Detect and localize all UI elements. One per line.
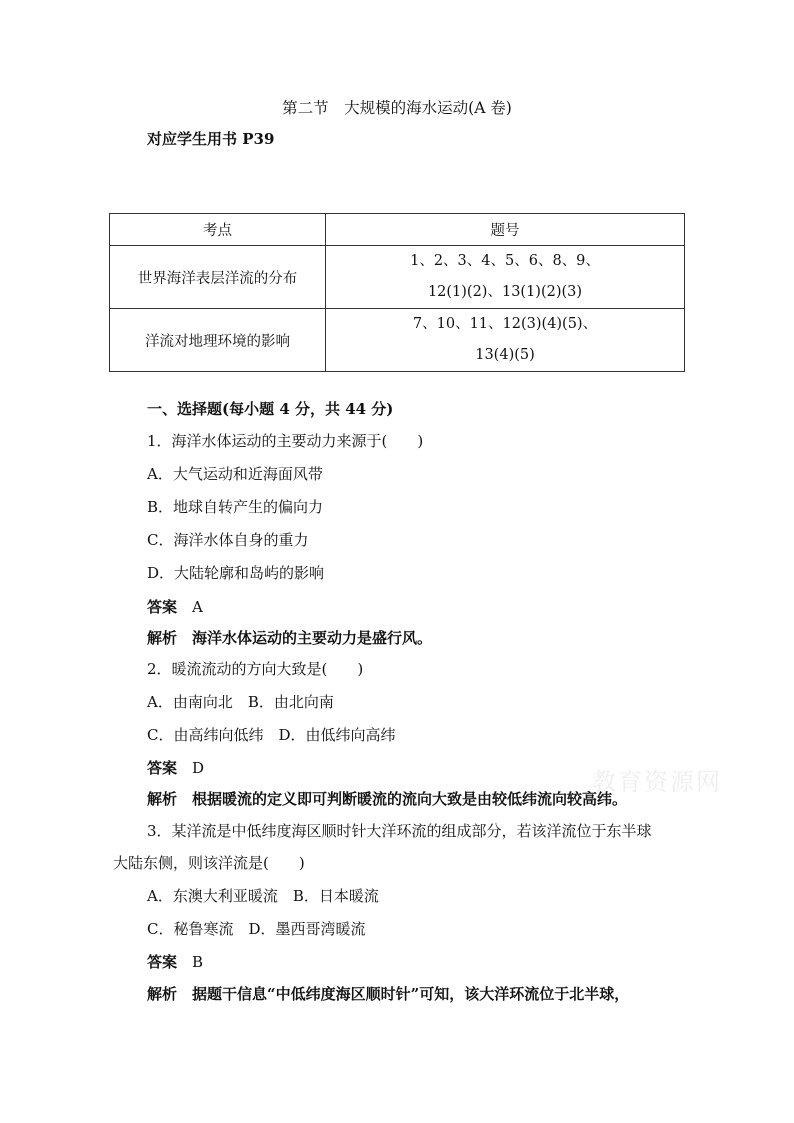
book-reference: 对应学生用书 P39 <box>147 130 275 148</box>
analysis-line <box>147 627 432 648</box>
question-stem: 1．海洋水体运动的主要动力来源于( ) <box>147 432 424 450</box>
numbers-line: 1、2、3、4、5、6、8、9、 <box>410 253 600 269</box>
answer-label: 答案 <box>147 953 178 971</box>
table-row <box>110 309 685 372</box>
section-heading: 一、选择题(每小题 4 分，共 44 分) <box>147 400 394 418</box>
table-cell-topic: 世界海洋表层洋流的分布 <box>110 246 326 309</box>
table-cell-numbers <box>326 246 685 309</box>
option-ab: A．由南向北 B．由北向南 <box>147 693 334 711</box>
table-header-row <box>110 214 685 246</box>
table-cell-topic: 洋流对地理环境的影响 <box>110 309 326 372</box>
answer-label: 答案 <box>147 598 178 616</box>
answer-value: A <box>192 598 203 616</box>
option-d: D．大陆轮廓和岛屿的影响 <box>147 564 325 582</box>
option-cd: C．由高纬向低纬 D．由低纬向高纬 <box>147 726 396 744</box>
answer-value: D <box>192 759 205 777</box>
option-cd: C．秘鲁寒流 D．墨西哥湾暖流 <box>147 920 366 938</box>
table-header-numbers: 题号 <box>326 214 685 246</box>
answer-line <box>147 757 204 778</box>
analysis-label: 解析 <box>147 790 178 808</box>
question-stem: 2．暖流流动的方向大致是( ) <box>147 660 364 678</box>
analysis-line <box>147 788 627 809</box>
analysis-text: 海洋水体运动的主要动力是盛行风。 <box>192 629 433 647</box>
analysis-text: 据题干信息“中低纬度海区顺时针”可知，该大洋环流位于北半球， <box>192 985 630 1003</box>
numbers-line: 7、10、11、12(3)(4)(5)、 <box>412 316 598 332</box>
option-c: C．海洋水体自身的重力 <box>147 531 309 549</box>
option-ab: A．东澳大利亚暖流 B．日本暖流 <box>147 887 379 905</box>
numbers-line: 13(4)(5) <box>475 347 535 363</box>
analysis-line <box>147 983 629 1004</box>
numbers-line: 12(1)(2)、13(1)(2)(3) <box>427 284 583 300</box>
answer-label: 答案 <box>147 759 178 777</box>
page-title: 第二节 大规模的海水运动(A 卷) <box>282 99 512 117</box>
answer-line <box>147 596 203 617</box>
analysis-text: 根据暖流的定义即可判断暖流的流向大致是由较低纬流向较高纬。 <box>192 790 628 808</box>
watermark: 教育资源网 <box>592 768 722 796</box>
option-b: B．地球自转产生的偏向力 <box>147 498 324 516</box>
table-cell-numbers <box>326 309 685 372</box>
question-stem: 3．某洋流是中低纬度海区顺时针大洋环流的组成部分，若该洋流位于东半球 <box>147 822 652 840</box>
answer-line <box>147 951 203 972</box>
table-header-topic: 考点 <box>110 214 326 246</box>
analysis-label: 解析 <box>147 985 178 1003</box>
question-stem-continued: 大陆东侧，则该洋流是( ) <box>113 854 305 872</box>
table-row <box>110 246 685 309</box>
answer-value: B <box>192 953 204 971</box>
coverage-table <box>109 213 685 372</box>
option-a: A．大气运动和近海面风带 <box>147 465 323 483</box>
analysis-label: 解析 <box>147 629 178 647</box>
